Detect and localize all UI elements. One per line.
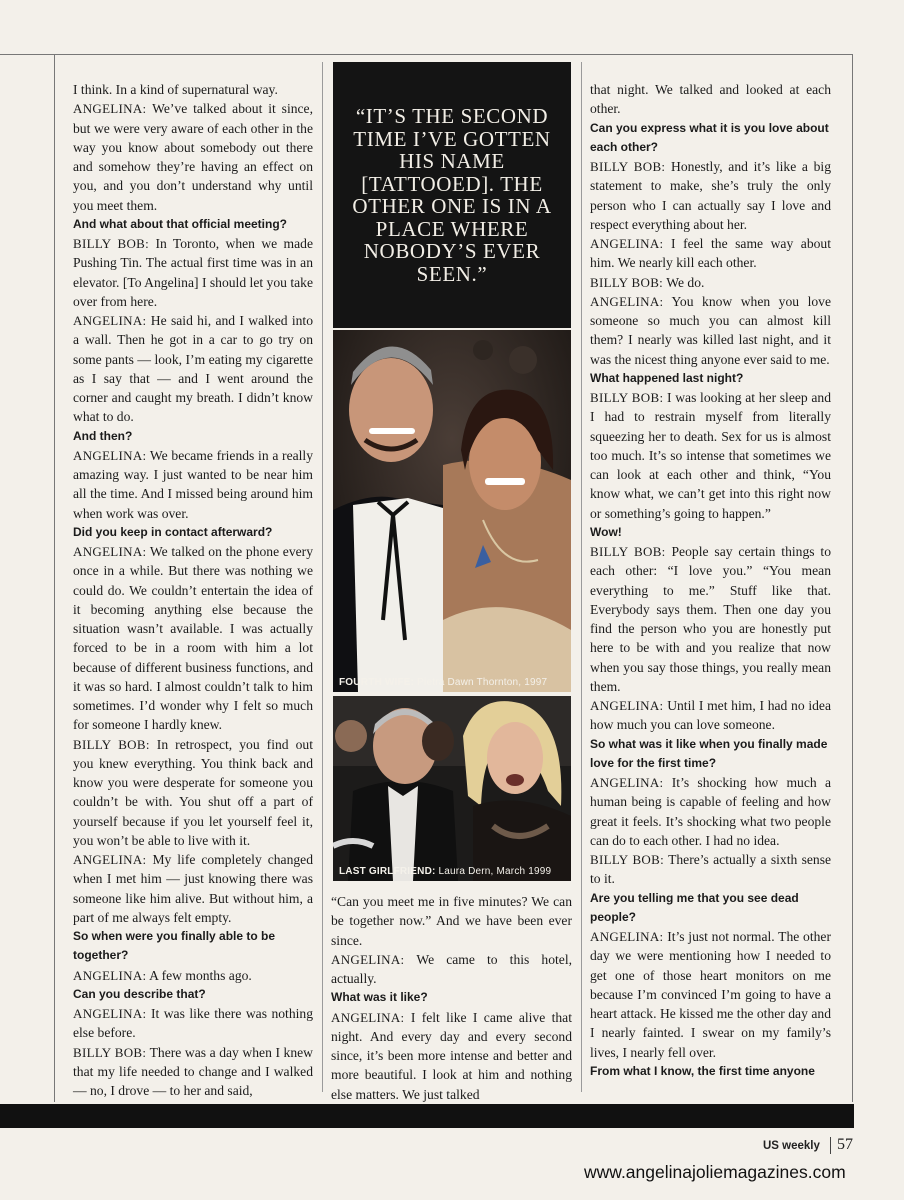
column-rule <box>581 62 582 1092</box>
article-column-1 <box>73 80 313 1100</box>
speaker-name: ANGELINA: <box>73 967 147 983</box>
interview-answer <box>590 696 831 735</box>
interview-question: Can you express what it is you love about each other? <box>590 120 829 154</box>
speaker-name: ANGELINA: <box>331 951 405 967</box>
speaker-name: ANGELINA: <box>590 775 664 790</box>
column-rule <box>322 62 323 1092</box>
interview-answer <box>590 80 831 119</box>
interview-answer <box>590 542 831 696</box>
speaker-name: ANGELINA: <box>73 544 147 559</box>
footer-magazine-name: US weekly <box>763 1140 820 1152</box>
interview-answer <box>590 292 831 369</box>
interview-question: Wow! <box>590 524 622 539</box>
interview-answer <box>73 735 313 851</box>
speaker-name: ANGELINA: <box>590 929 664 944</box>
speaker-name: BILLY BOB: <box>73 1044 147 1060</box>
answer-text: “Can you meet me in five minutes? We can be together now.” And we have been ever since. <box>331 894 572 948</box>
answer-text: Until I met him, I had no idea how much you can love someone. <box>590 698 831 733</box>
page-frame-right <box>852 54 853 1102</box>
answer-text: There’s actually a sixth sense to it. <box>590 852 832 887</box>
answer-text: We’ve talked about it since, but we were very aware of each other in the way you know about somebody out there and somehow they’re having an effect on you, and you don’t understand why until you meet them. <box>73 101 313 213</box>
speaker-name: ANGELINA: <box>73 1006 147 1021</box>
footer-divider <box>830 1137 831 1154</box>
article-column-2 <box>331 892 572 1104</box>
photo-caption <box>339 677 547 688</box>
article-column-3 <box>590 80 831 1081</box>
interview-question: And what about that official meeting? <box>73 216 287 231</box>
interview-answer <box>73 966 313 985</box>
answer-text: I was looking at her sleep and I had to restrain myself from literally squeezing her to death. Sex for us is almost too much. It’s so intense that sometimes we can look at each other and think, “You know what, we can’t get into this right now or something’s going to happen.” <box>590 390 831 521</box>
speaker-name: BILLY BOB: <box>73 236 150 251</box>
speaker-name: ANGELINA: <box>73 313 147 328</box>
interview-answer <box>73 1043 313 1101</box>
speaker-name: BILLY BOB: <box>590 852 664 867</box>
speaker-name: BILLY BOB: <box>590 544 666 559</box>
answer-text: I think. In a kind of supernatural way. <box>73 82 278 97</box>
interview-question: What happened last night? <box>590 370 744 385</box>
answer-text: that night. We talked and looked at each other. <box>590 82 831 117</box>
answer-text: It was like there was nothing else before. <box>73 1006 313 1041</box>
photo-couple-illustration <box>333 330 571 692</box>
speaker-name: ANGELINA: <box>73 852 147 867</box>
speaker-name: ANGELINA: <box>73 447 147 463</box>
photo-last-girlfriend <box>333 696 571 881</box>
interview-answer <box>590 773 831 850</box>
interview-question: From what I know, the first time anyone <box>590 1063 815 1078</box>
interview-answer <box>73 99 313 215</box>
photo-fourth-wife <box>333 330 571 692</box>
speaker-name: ANGELINA: <box>590 236 664 251</box>
page-frame-left <box>54 54 55 1102</box>
interview-answer <box>590 850 831 889</box>
speaker-name: BILLY BOB: <box>590 390 664 405</box>
interview-answer <box>73 446 313 523</box>
speaker-name: BILLY BOB: <box>590 274 664 290</box>
caption-label: FOURTH WIFE: <box>339 677 415 688</box>
answer-text: Honestly, and it’s like a big statement to make, she’s truly the only person who I can actually say I love and respect everything about her. <box>590 159 831 232</box>
pull-quote-text: “IT’S THE SECOND TIME I’VE GOTTEN HIS NAME [TATTOOED]. THE OTHER ONE IS IN A PLACE WHERE NOBODY’S EVER SEEN.” <box>352 104 552 286</box>
pull-quote <box>333 62 571 328</box>
interview-answer <box>73 311 313 427</box>
interview-answer <box>590 927 831 1062</box>
answer-text: I felt like I came alive that night. And every day and every second since, it’s been more intense and better and more beautiful. I look at him and nothing else matters. We just talked <box>331 1009 572 1102</box>
photo-caption <box>339 866 551 877</box>
answer-text: In Toronto, when we made Pushing Tin. The actual first time was in an elevator. [To Angelina] I should let you take over from here. <box>73 236 313 309</box>
caption-text: Pietra Dawn Thornton, 1997 <box>417 677 548 688</box>
answer-text: A few months ago. <box>149 967 252 983</box>
speaker-name: BILLY BOB: <box>73 736 150 752</box>
speaker-name: ANGELINA: <box>590 698 664 713</box>
interview-answer <box>590 157 831 234</box>
speaker-name: ANGELINA: <box>73 101 147 117</box>
interview-answer <box>590 234 831 273</box>
speaker-name: ANGELINA: <box>331 1009 405 1025</box>
caption-text: Laura Dern, March 1999 <box>438 866 552 877</box>
answer-text: You know when you love someone so much you can almost kill them? I nearly was killed last night, and it was the nicest thing anyone ever said to me. <box>590 293 831 367</box>
answer-text: It’s shocking how much a human being is capable of feeling and how great it feels. It’s shocking what two people can do to each other. I had no idea. <box>590 775 831 848</box>
speaker-name: ANGELINA: <box>590 293 664 309</box>
watermark-url: www.angelinajoliemagazines.com <box>584 1162 846 1182</box>
answer-text: We talked on the phone every once in a while. But there was nothing we could do. We couldn’t entertain the idea of it becoming anything else because the situation wasn’t available. I was actually forced to be in a room with him a lot because of different business functions, and it was so hard. I almost couldn’t talk to him sometimes. I’d wonder why I felt so much for someone I hardly knew. <box>73 544 313 733</box>
answer-text: My life completely changed when I met him — just knowing there was someone like him alive. But without him, a part of me always felt empty. <box>73 852 313 925</box>
answer-text: People say certain things to each other: “I love you.” “You mean everything to me.” Stuff like that. Everybody says them. Then one day you find the person who you are honestly put here to be with and you realize that now when you say those things, you really mean them. <box>590 544 832 694</box>
interview-question: Can you describe that? <box>73 986 206 1001</box>
page-frame-top <box>0 54 852 55</box>
interview-answer <box>590 273 831 292</box>
answer-text: It’s just not normal. The other day we were mentioning how I needed to get one of those heart monitors on me because I’m convinced I’m going to have a heart attack. He kissed me the other day and I nearly fainted. I swear on my family’s lives, I nearly fell over. <box>590 929 831 1060</box>
answer-text: He said hi, and I walked into a wall. Then he got in a car to go try on some pants — look, I’m eating my cigarette as I say that — and I went around the corner and caught my breath. I didn’t know what to do. <box>73 313 313 425</box>
answer-text: We became friends in a really amazing way. I just wanted to be near him all the time. And I missed being around him when work was over. <box>73 447 313 521</box>
interview-question: So what was it like when you finally made love for the first time? <box>590 736 828 770</box>
page-number: 57 <box>837 1136 853 1153</box>
interview-answer <box>73 1004 313 1043</box>
caption-label: LAST GIRLFRIEND: <box>339 866 436 877</box>
interview-question: Are you telling me that you see dead people? <box>590 890 799 924</box>
photo-couple-illustration <box>333 696 571 881</box>
interview-answer <box>331 950 572 989</box>
answer-text: I feel the same way about him. We nearly kill each other. <box>590 236 831 271</box>
interview-question: So when were you finally able to be together? <box>73 929 276 963</box>
interview-question: What was it like? <box>331 990 428 1005</box>
bottom-bar <box>0 1104 854 1128</box>
interview-answer <box>73 234 313 311</box>
answer-text: In retrospect, you find out you knew everything. You think back and know you were desperate for someone you couldn’t be with. You shut off a part of yourself because if you let yourself feel it, you won’t be able to live with it. <box>73 736 313 848</box>
interview-answer <box>73 850 313 927</box>
interview-answer <box>590 388 831 523</box>
interview-answer <box>331 1008 572 1104</box>
interview-question: Did you keep in contact afterward? <box>73 524 273 539</box>
interview-answer <box>331 892 572 950</box>
answer-text: There was a day when I knew that my life needed to change and I walked — no, I drove — to her and said, <box>73 1044 314 1098</box>
interview-answer <box>73 80 313 99</box>
answer-text: We do. <box>666 274 705 290</box>
answer-text: We came to this hotel, actually. <box>331 951 572 986</box>
interview-question: And then? <box>73 428 133 443</box>
speaker-name: BILLY BOB: <box>590 159 666 174</box>
interview-answer <box>73 542 313 735</box>
